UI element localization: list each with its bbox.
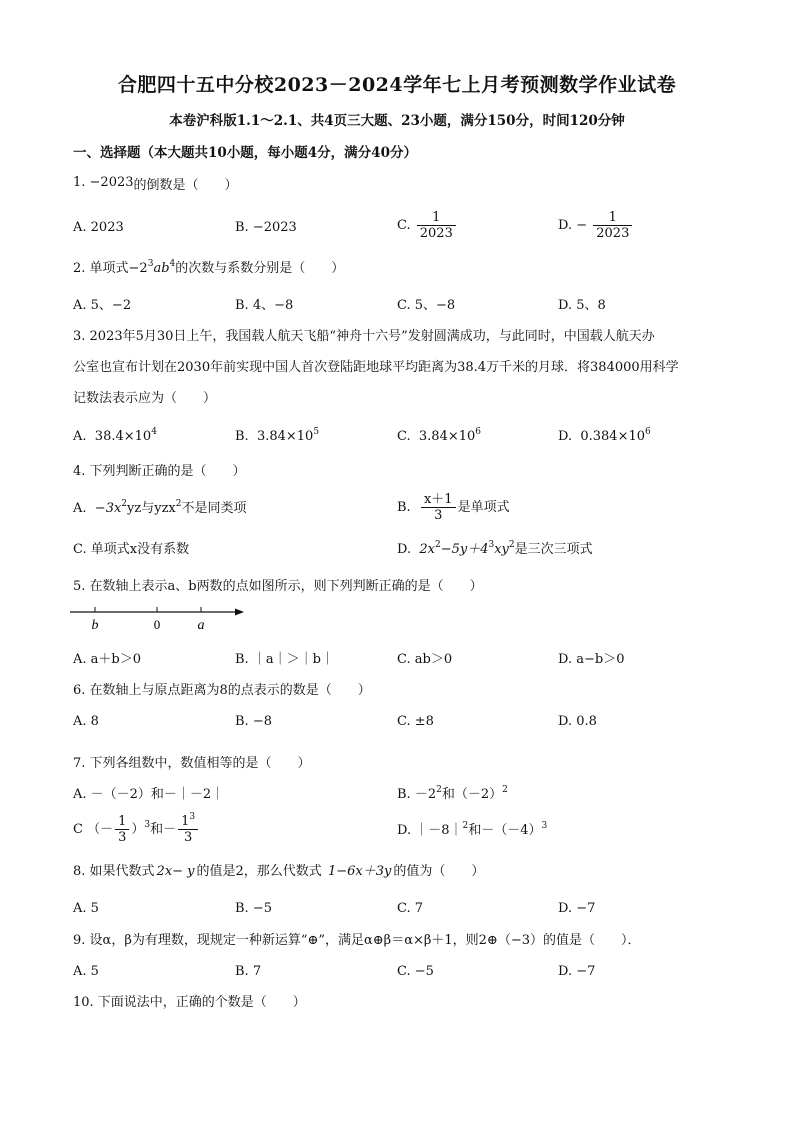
question-2-stem: 2. 单项式$-2^3ab^4$的次数与系数分别是（ ） (73, 259, 345, 276)
question-9-option-b: B. 7 (235, 964, 262, 979)
fraction: $\frac{1}{3}$ (115, 814, 129, 845)
question-7-option-c: C （－ $\frac{1}{3}$ ）$^3$和－ $\frac{1^3}{3}$ (73, 814, 200, 845)
question-2-option-d: D. 5、8 (558, 298, 606, 313)
question-5-option-b: B. ｜a｜＞｜b｜ (235, 652, 334, 667)
question-7-option-b: B. $-2^2$和$(-2)^2$ (397, 785, 508, 802)
question-9-option-a: A. 5 (73, 964, 99, 979)
question-1-stem: 1. −2023的倒数是（ ） (73, 175, 238, 193)
question-2-option-b: B. 4、−8 (235, 298, 294, 313)
question-1-option-b: B. −2023 (235, 220, 297, 235)
question-1-option-a: A. 2023 (73, 220, 124, 235)
number-line (68, 602, 250, 634)
question-3-option-c: C. $3.84\times 10^6$ (397, 427, 482, 444)
question-10-stem: 10. 下面说法中，正确的个数是（ ） (73, 995, 306, 1010)
number-line-label-0: 0 (153, 617, 161, 632)
fraction: $\frac{x+1}{3}$ (421, 492, 456, 523)
question-9-option-d: D. −7 (558, 964, 596, 979)
question-3-line-1: 3. 2023年5月30日上午，我国载人航天飞船“神舟十六号”发射圆满成功，与此同时，中国载人航天办 (73, 329, 655, 344)
fraction: $\frac{1^3}{3}$ (178, 814, 198, 845)
question-4-option-b: B. $\frac{x+1}{3}$ 是单项式 (397, 492, 510, 523)
question-2-option-c: C. 5、−8 (397, 298, 456, 313)
question-8-option-b: B. −5 (235, 901, 272, 916)
question-5-stem: 5. 在数轴上表示a、b两数的点如图所示，则下列判断正确的是（ ） (73, 579, 483, 594)
question-7-stem: 7. 下列各组数中，数值相等的是（ ） (73, 756, 311, 771)
page-subtitle: 本卷沪科版1.1～2.1、共4页三大题、23小题，满分150分，时间120分钟 (169, 113, 625, 129)
question-3-line-3: 记数法表示应为（ ） (73, 391, 217, 406)
number-line-label-b: b (91, 618, 99, 633)
question-8-option-a: A. 5 (73, 901, 99, 916)
question-6-option-b: B. −8 (235, 714, 272, 729)
question-6-option-a: A. 8 (73, 714, 99, 729)
question-6-option-c: C. ±8 (397, 714, 434, 729)
fraction: $\frac{1}{2023}$ (593, 210, 632, 241)
question-8-option-d: D. −7 (558, 901, 596, 916)
question-3-option-d: D. $0.384\times 10^6$ (558, 427, 651, 444)
question-8-option-c: C. 7 (397, 901, 424, 916)
question-5-option-d: D. a−b＞0 (558, 652, 625, 667)
page-title: 合肥四十五中分校2023－2024学年七上月考预测数学作业试卷 (117, 74, 677, 96)
question-9-option-c: C. −5 (397, 964, 434, 979)
question-3-option-a: A. $38.4\times 10^4$ (73, 427, 157, 444)
question-1-option-c: C. $\frac{1}{2023}$ (397, 210, 458, 241)
question-4-stem: 4. 下列判断正确的是（ ） (73, 464, 246, 479)
question-6-option-d: D. 0.8 (558, 714, 597, 729)
question-2-option-a: A. 5、−2 (73, 298, 132, 313)
question-8-stem: 8. 如果代数式 2x− y 的值是2，那么代数式 1−6x＋3y 的值为（ ） (73, 864, 485, 879)
question-4-option-d: D. $2x^2-5y+4^3xy^2$是三次三项式 (397, 540, 593, 557)
question-1-option-d: D. − $\frac{1}{2023}$ (558, 210, 634, 241)
section-heading: 一、选择题（本大题共10小题，每小题4分，满分40分） (73, 145, 417, 161)
question-6-stem: 6. 在数轴上与原点距离为8的点表示的数是（ ） (73, 683, 371, 698)
number-line-arrow (235, 609, 244, 616)
question-3-line-2: 公室也宣布计划在2030年前实现中国人首次登陆距地球平均距离为38.4万千米的月球．将384000用科学 (73, 360, 679, 375)
question-7-option-a: A. －（－2）和－｜－2｜ (73, 787, 225, 802)
question-4-option-a: A. $-3x^2yz$与yzx$^2$不是同类项 (73, 499, 247, 516)
question-5-option-a: A. a＋b＞0 (73, 652, 141, 667)
question-4-option-c: C. 单项式x没有系数 (73, 542, 190, 557)
number-line-label-a: a (197, 618, 205, 633)
question-9-stem: 9. 设α，β为有理数，现规定一种新运算“⊕”，满足α⊕β＝α×β＋1，则2⊕（−3）的值是（ ）． (73, 933, 641, 948)
question-7-option-d: D. ｜－8｜$^2$和$-(-4)^3$ (397, 821, 548, 838)
question-3-option-b: B. $3.84\times 10^5$ (235, 427, 320, 444)
fraction: $\frac{1}{2023}$ (417, 210, 456, 241)
question-5-option-c: C. ab＞0 (397, 652, 453, 667)
